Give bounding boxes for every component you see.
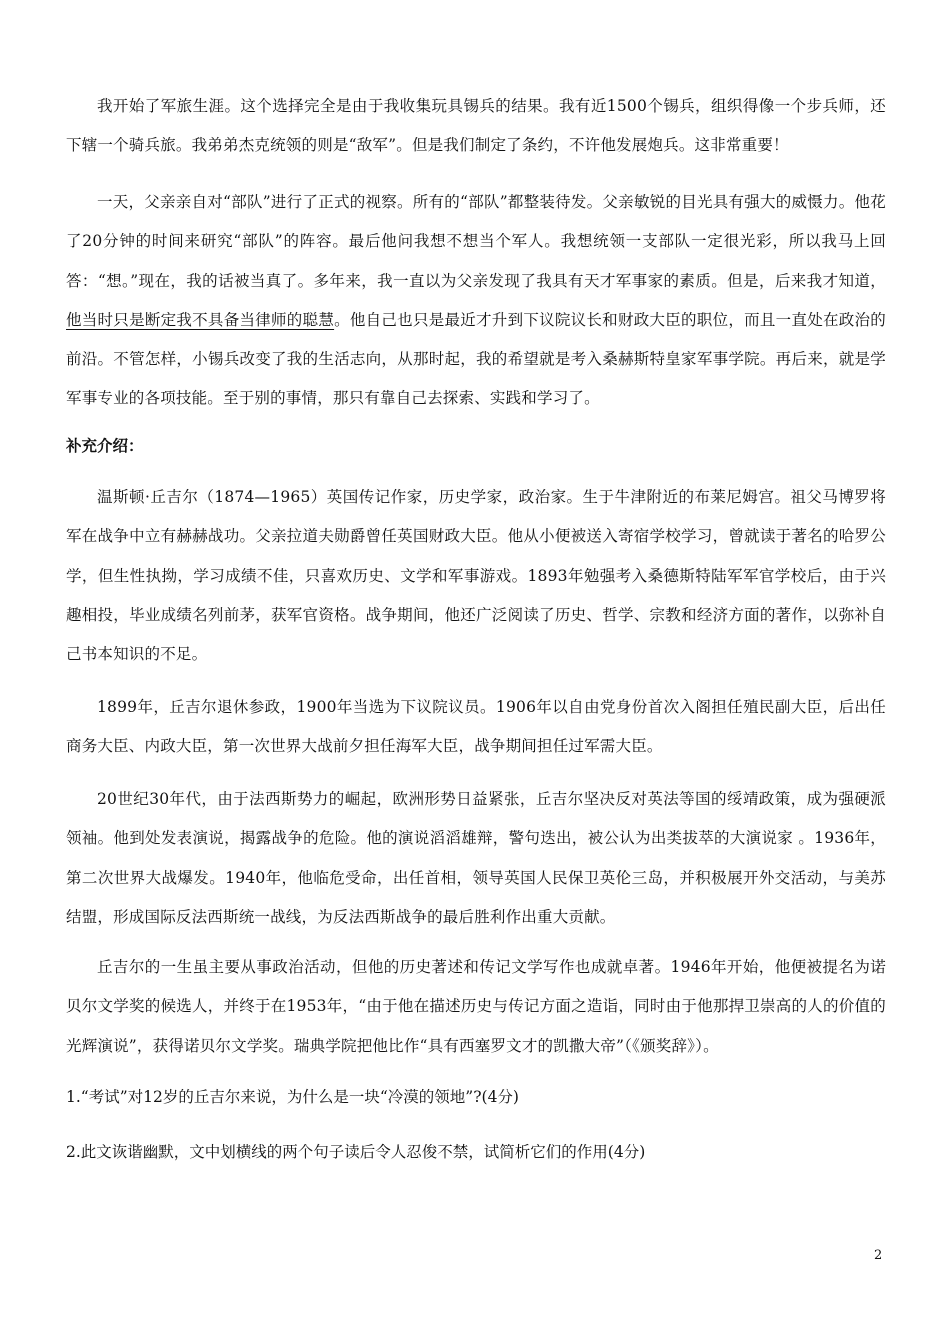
paragraph-political-career: 1899年，丘吉尔退休参政，1900年当选为下议院议员。1906年以自由党身份首次入阁担任殖民副大臣，后出任商务大臣、内政大臣，第一次世界大战前夕担任海军大臣，战争期间担任过军需大臣。 [66, 698, 886, 756]
paragraph-text-before: 一天，父亲亲自对“部队”进行了正式的视察。所有的“部队”都整装待发。父亲敏锐的目光具有强大的威慑力。他花了20分钟的时间来研究“部队”的阵容。最后他问我想不想当个军人。我想统领一支部队一定很光彩，所以我马上回答：“想。”现在，我的话被当真了。多年来，我一直以为父亲发现了我具有天才军事家的素质。但是，后来我才知道， [66, 193, 886, 290]
question-1: 1.“考试”对12岁的丘吉尔来说，为什么是一块“冷漠的领地”?(4分) [66, 1088, 519, 1106]
paragraph-tin-soldiers: 我开始了军旅生涯。这个选择完全是由于我收集玩具锡兵的结果。我有近1500个锡兵，组织得像一个步兵师，还下辖一个骑兵旅。我弟弟杰克统领的则是“敌军”。但是我们制定了条约，不许他发展炮兵。这非常重要！ [66, 97, 886, 155]
paragraph-nobel-prize: 丘吉尔的一生虽主要从事政治活动，但他的历史著述和传记文学写作也成就卓著。1946年开始，他便被提名为诺贝尔文学奖的候选人，并终于在1953年，“由于他在描述历史与传记方面之造诣，同时由于他那捍卫崇高的人的价值的光辉演说”，获得诺贝尔文学奖。瑞典学院把他比作“具有西塞罗文才的凯撒大帝”（《颁奖辞》）。 [66, 958, 886, 1055]
paragraph-wwii: 20世纪30年代，由于法西斯势力的崛起，欧洲形势日益紧张，丘吉尔坚决反对英法等国的绥靖政策，成为强硬派领袖。他到处发表演说，揭露战争的危险。他的演说滔滔雄辩，警句迭出，被公认为出类拔萃的大演说家 。1936年，第二次世界大战爆发。1940年，他临危受命，出任首相，领导英国人民保卫英伦三岛，并积极展开外交活动，与美苏结盟，形成国际反法西斯统一战线，为反法西斯战争的最后胜利作出重大贡献。 [66, 790, 886, 926]
paragraph-biography: 温斯顿·丘吉尔（1874—1965）英国传记作家，历史学家，政治家。生于牛津附近的布莱尼姆宫。祖父马博罗将军在战争中立有赫赫战功。父亲拉道夫勋爵曾任英国财政大臣。他从小便被送入寄宿学校学习，曾就读于著名的哈罗公学，但生性执拗，学习成绩不佳，只喜欢历史、文学和军事游戏。1893年勉强考入桑德斯特陆军军官学校后，由于兴趣相投，毕业成绩名列前茅，获军官资格。战争期间，他还广泛阅读了历史、哲学、宗教和经济方面的著作，以弥补自己书本知识的不足。 [66, 488, 886, 664]
paragraph-text-after: 。他自己也只是最近才升到下议院议长和财政大臣的职位，而且一直处在政治的前沿。不管怎样，小锡兵改变了我的生活志向，从那时起，我的希望就是考入桑赫斯特皇家军事学院。再后来，就是学军事专业的各项技能。至于别的事情，那只有靠自己去探索、实践和学习了。 [66, 310, 886, 408]
supplement-heading: 补充介绍： [66, 437, 144, 455]
paragraph-father-inspection [66, 183, 886, 419]
page-number: 2 [874, 1248, 883, 1263]
question-2: 2.此文诙谐幽默，文中划横线的两个句子读后令人忍俊不禁，试简析它们的作用(4分) [66, 1143, 646, 1161]
underlined-sentence: 他当时只是断定我不具备当律师的聪慧 [66, 310, 335, 329]
